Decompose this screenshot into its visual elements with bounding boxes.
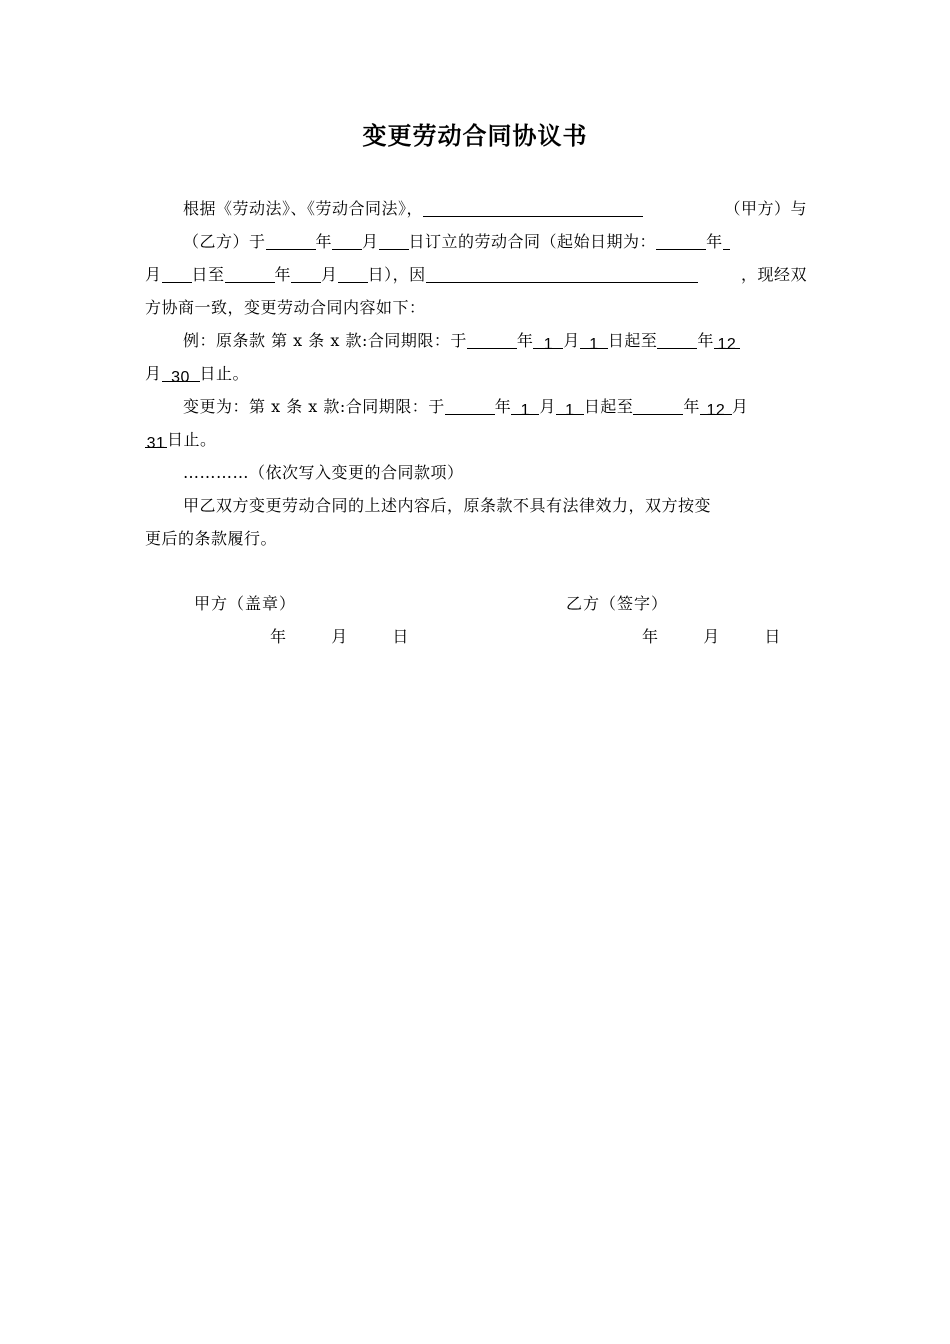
start-day-blank[interactable] — [162, 262, 192, 283]
end-day-blank[interactable] — [338, 262, 368, 283]
date-year-label: 年 — [270, 627, 288, 646]
example-line2 — [145, 357, 807, 390]
example-month-value[interactable]: 1 — [533, 328, 563, 349]
change-text: 年 — [494, 397, 512, 416]
para1-text: 日订立的劳动合同（起始日期为： — [408, 232, 657, 251]
para1-text: （乙方）于 — [183, 232, 266, 251]
change-text: 月 — [539, 397, 556, 416]
change-end-day-value[interactable]: 31 — [145, 427, 167, 448]
example-end-month-value[interactable]: 12 — [714, 328, 740, 349]
date-month-label: 月 — [331, 627, 349, 646]
example-text: 年 — [516, 331, 534, 350]
example-text: 例：原条款 第 x 条 x 款:合同期限：于 — [183, 331, 467, 350]
para1-line4: 方协商一致，变更劳动合同内容如下： — [145, 298, 426, 317]
sign-day-blank[interactable] — [379, 229, 409, 250]
change-line1 — [145, 390, 807, 423]
para1-text: 月 — [145, 265, 162, 284]
para1-text: 月 — [362, 232, 379, 251]
example-text: 日起至 — [607, 331, 658, 350]
para1-text: 根据《劳动法》、《劳动合同法》， — [183, 199, 424, 218]
change-text: 日起至 — [583, 397, 634, 416]
change-day-value[interactable]: 1 — [556, 394, 584, 415]
change-text: 月 — [731, 397, 749, 416]
start-month-blank[interactable] — [723, 229, 730, 250]
example-text: 月 — [145, 364, 162, 383]
party-a-blank[interactable] — [423, 196, 643, 217]
para1-text: 年 — [706, 232, 723, 251]
sign-year-blank[interactable] — [266, 229, 316, 250]
date-year-label: 年 — [642, 627, 660, 646]
para1-text: （甲方）与 — [724, 199, 807, 218]
party-b-signature-label: 乙方（签字） — [566, 594, 669, 613]
change-month-value[interactable]: 1 — [511, 394, 539, 415]
para1-line3 — [145, 258, 807, 291]
document-title: 变更劳动合同协议书 — [362, 121, 588, 150]
example-year-blank[interactable] — [467, 328, 517, 349]
end-year-blank[interactable] — [225, 262, 275, 283]
start-year-blank[interactable] — [656, 229, 706, 250]
closing-line1: 甲乙双方变更劳动合同的上述内容后，原条款不具有法律效力，双方按变 — [183, 496, 712, 515]
example-text: 日止。 — [199, 364, 250, 383]
para1-text: ，现经双 — [740, 265, 807, 284]
date-day-label: 日 — [764, 627, 782, 646]
example-day-value[interactable]: 1 — [580, 328, 608, 349]
para1-line1 — [145, 192, 807, 225]
para1-text: 年 — [274, 265, 292, 284]
change-year-blank[interactable] — [445, 394, 495, 415]
reason-blank[interactable] — [426, 262, 698, 283]
para1-text: 日至 — [191, 265, 225, 284]
end-month-blank[interactable] — [291, 262, 321, 283]
date-day-label: 日 — [392, 627, 410, 646]
sign-month-blank[interactable] — [332, 229, 362, 250]
change-end-year-blank[interactable] — [633, 394, 683, 415]
example-line1 — [145, 324, 807, 357]
change-line2 — [145, 423, 807, 456]
para1-line2 — [145, 225, 807, 258]
date-month-label: 月 — [703, 627, 721, 646]
party-a-signature-label: 甲方（盖章） — [194, 594, 297, 613]
document-body — [145, 192, 807, 555]
example-text: 年 — [697, 331, 714, 350]
change-end-month-value[interactable]: 12 — [700, 394, 732, 415]
example-end-day-value[interactable]: 30 — [162, 361, 200, 382]
para1-text: 月 — [321, 265, 338, 284]
party-b-date — [642, 624, 781, 647]
dots-line: …………（依次写入变更的合同款项） — [183, 463, 464, 482]
closing-line2: 更后的条款履行。 — [145, 529, 278, 548]
para1-text: 日），因 — [367, 265, 426, 284]
change-text: 年 — [683, 397, 700, 416]
change-text: 变更为：第 x 条 x 款:合同期限：于 — [183, 397, 445, 416]
example-text: 月 — [563, 331, 580, 350]
example-end-year-blank[interactable] — [657, 328, 697, 349]
para1-text: 年 — [315, 232, 333, 251]
change-text: 日止。 — [167, 430, 217, 449]
party-a-date — [270, 624, 409, 647]
